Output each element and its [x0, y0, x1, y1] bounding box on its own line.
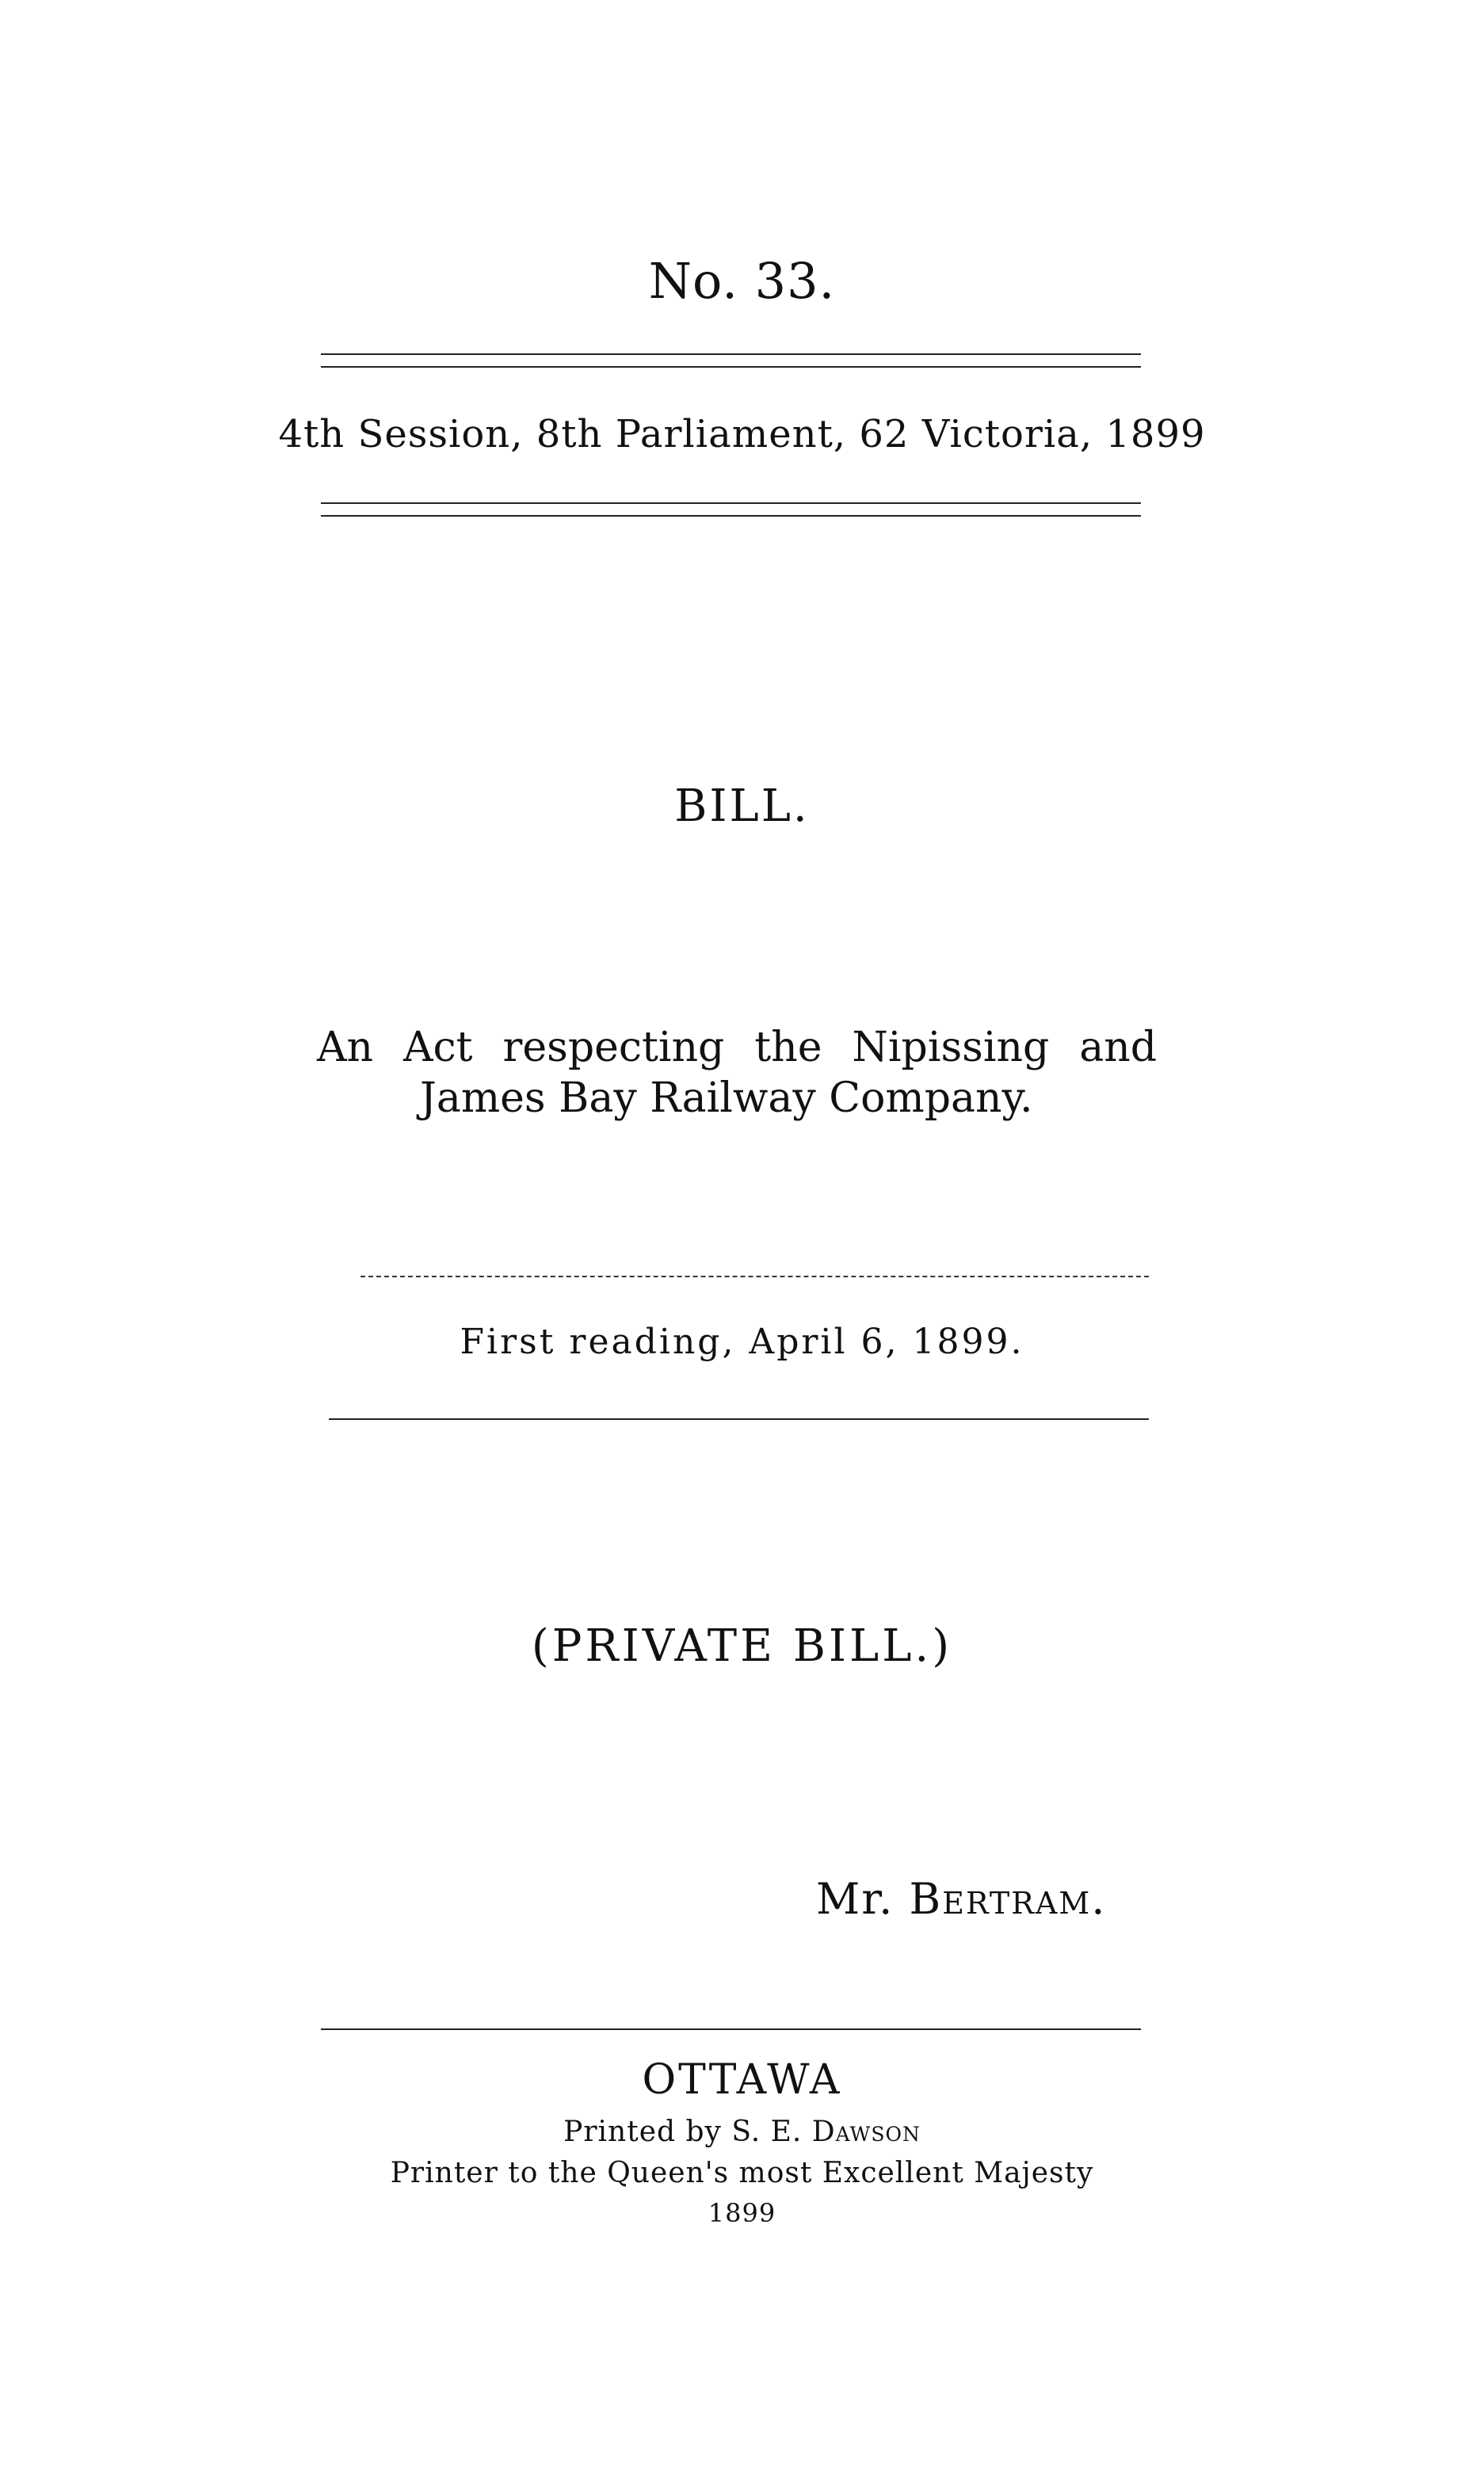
act-title-line-1: An Act respecting the Nipissing and — [317, 1024, 1157, 1071]
divider-rule — [321, 502, 1141, 504]
session-line: 4th Session, 8th Parliament, 62 Victoria, 1899 — [278, 412, 1206, 456]
printed-by-prefix: Printed by S. E. — [563, 2116, 803, 2148]
bill-number: No. 33. — [648, 252, 836, 310]
printer-to-line: Printer to the Queen's most Excellent Majesty — [390, 2157, 1094, 2189]
act-title-line-2: James Bay Railway Company. — [420, 1074, 1033, 1122]
divider-rule — [321, 353, 1141, 355]
bill-heading: BILL. — [674, 780, 810, 832]
divider-rule — [361, 1276, 1149, 1277]
printer-name: Dawson — [811, 2116, 921, 2148]
member-name — [816, 1874, 1106, 1924]
reading-line: First reading, April 6, 1899. — [460, 1322, 1024, 1362]
act-title — [317, 1022, 1157, 1124]
printer-city: OTTAWA — [642, 2056, 842, 2104]
printer-year: 1899 — [708, 2198, 776, 2228]
private-bill-label: (PRIVATE BILL.) — [531, 1620, 953, 1672]
member-prefix: Mr. — [816, 1874, 895, 1924]
divider-rule — [321, 515, 1141, 517]
divider-rule — [329, 1418, 1149, 1420]
printed-by-line — [0, 2116, 1484, 2148]
divider-rule — [321, 366, 1141, 368]
divider-rule — [321, 2028, 1141, 2030]
member-surname: Bertram. — [909, 1874, 1107, 1924]
